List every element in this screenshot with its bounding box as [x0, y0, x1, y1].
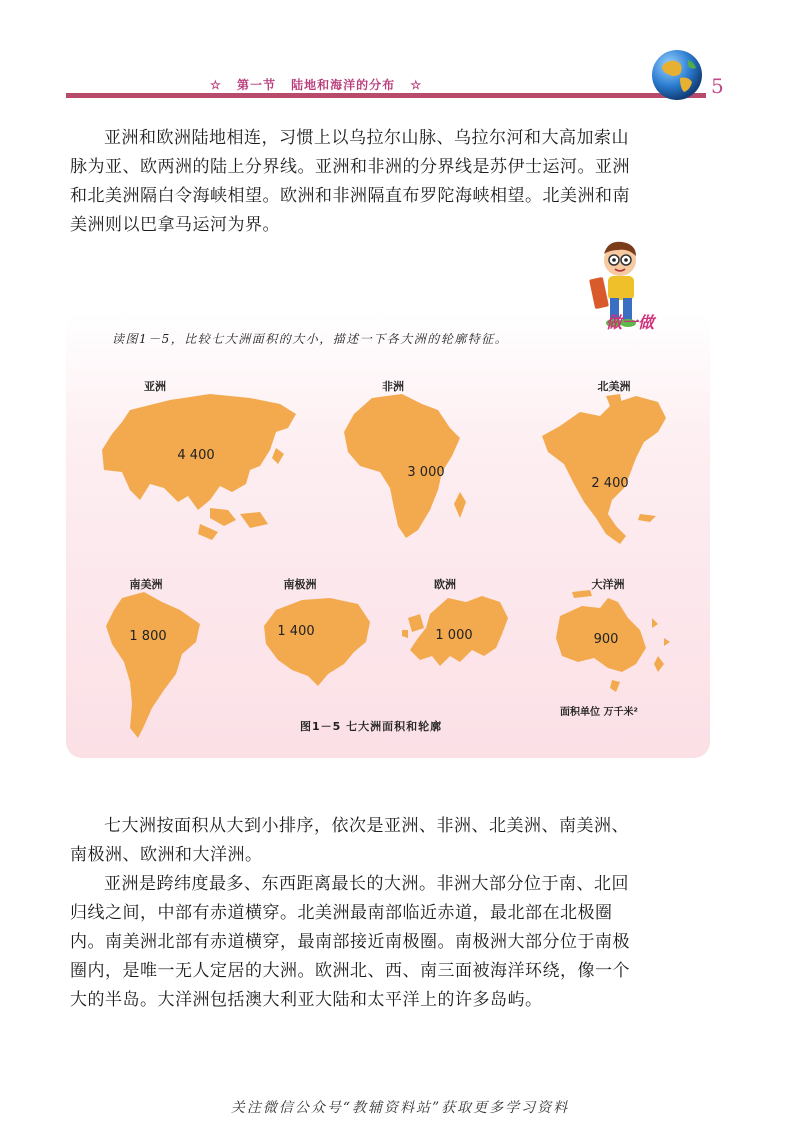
star-icon: ☆	[210, 78, 222, 92]
continent-label-africa: 非洲	[382, 380, 404, 393]
footer-watermark: 关注微信公众号“教辅资料站”获取更多学习资料	[230, 1100, 570, 1116]
continent-label-oceania: 大洋洲	[591, 578, 625, 591]
continent-label-north-america: 北美洲	[597, 380, 631, 393]
continent-label-antarctica: 南极洲	[283, 578, 317, 591]
globe-icon	[650, 48, 704, 102]
body-text	[70, 812, 630, 1015]
continent-label-asia: 亚洲	[144, 380, 166, 393]
area-value-oceania: 900	[593, 632, 619, 647]
intro-paragraph	[70, 124, 630, 240]
intro-text: 亚洲和欧洲陆地相连，习惯上以乌拉尔山脉、乌拉尔河和大高加索山脉为亚、欧两洲的陆上分界线。亚洲和非洲的分界线是苏伊士运河。亚洲和北美洲隔白令海峡相望。欧洲和非洲隔直布罗陀海峡相望。北美洲和南美洲则以巴拿马运河为界。	[70, 128, 630, 235]
activity-badge-text: 做一做	[606, 313, 655, 332]
area-value-asia: 4 400	[177, 448, 215, 463]
header-rule	[66, 93, 706, 98]
area-value-south-america: 1 800	[129, 629, 167, 644]
continent-label-europe: 欧洲	[434, 578, 456, 591]
continent-label-south-america: 南美洲	[129, 578, 163, 591]
figure-caption: 图1－5 七大洲面积和轮廓	[300, 720, 443, 733]
running-header	[210, 76, 510, 93]
area-unit: 面积单位 万千米²	[560, 707, 638, 718]
area-value-africa: 3 000	[407, 465, 445, 480]
star-icon: ☆	[410, 78, 423, 92]
area-value-north-america: 2 400	[591, 476, 629, 491]
activity-instruction: 读图1－5，比较七大洲面积的大小，描述一下各大洲的轮廓特征。	[112, 332, 509, 346]
activity-badge-icon	[606, 290, 710, 340]
asia-shape	[100, 392, 300, 544]
area-value-antarctica: 1 400	[277, 624, 315, 639]
area-value-europe: 1 000	[435, 628, 473, 643]
paragraph-ranking: 七大洲按面积从大到小排序，依次是亚洲、非洲、北美洲、南美洲、南极洲、欧洲和大洋洲。	[70, 816, 629, 865]
south-america-shape	[106, 592, 200, 738]
section-label: 第一节	[236, 78, 276, 92]
page-number: 5	[711, 74, 724, 98]
paragraph-descriptions: 亚洲是跨纬度最多、东西距离最长的大洲。非洲大部分位于南、北回归线之间，中部有赤道横穿。北美洲最南部临近赤道，最北部在北极圈内。南美洲北部有赤道横穿，最南部接近南极圈。南极洲大部分位于南极圈内，是唯一无人定居的大洲。欧洲北、西、南三面被海洋环绕，像一个大的半岛。大洋洲包括澳大利亚大陆和太平洋上的许多岛屿。	[70, 874, 630, 1010]
north-america-shape	[542, 396, 666, 544]
section-title: 陆地和海洋的分布	[291, 78, 396, 92]
antarctica-shape	[264, 598, 370, 686]
